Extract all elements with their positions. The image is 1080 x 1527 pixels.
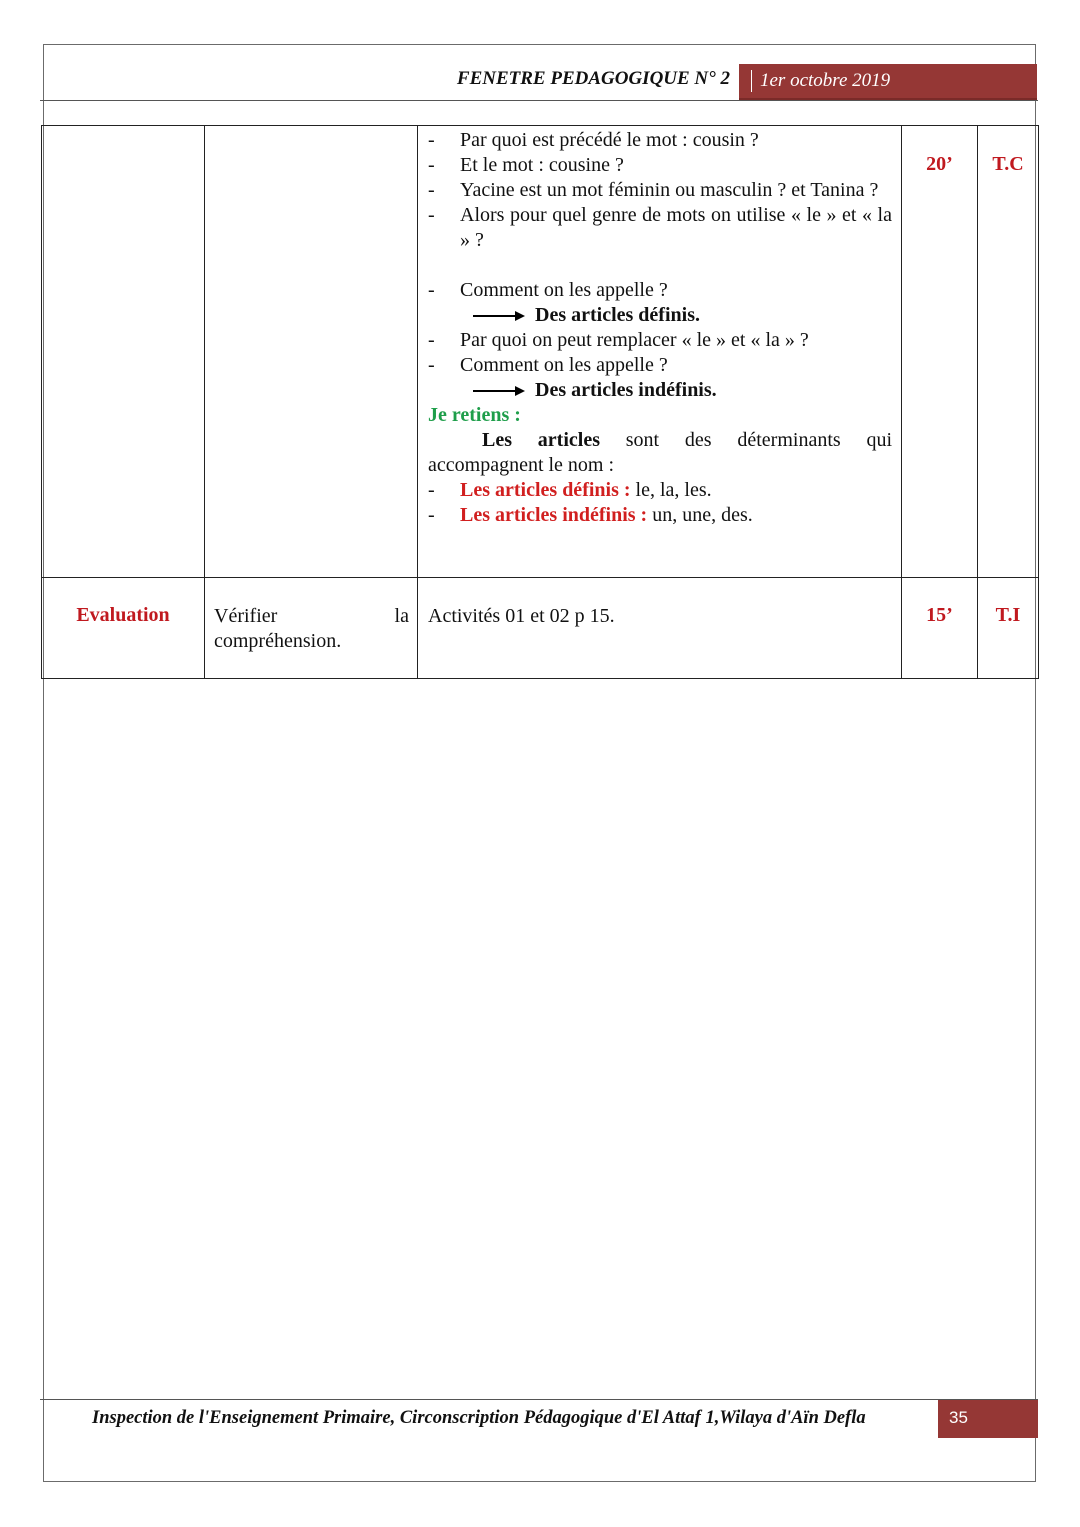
retiens-text: Les articles sont des déterminants qui accompagnent le nom : [428, 429, 893, 476]
list-item: - Comment on les appelle ? [428, 279, 668, 301]
page-number: 35 [949, 1408, 968, 1427]
list-item: - Les articles indéfinis : un, une, des. [428, 504, 753, 526]
header-date: 1er octobre 2019 [751, 70, 890, 92]
list-item: - Par quoi on peut remplacer « le » et « la » ? [428, 329, 809, 351]
footer-text: Inspection de l'Enseignement Primaire, Circonscription Pédagogique d'El Attaf 1,Wilaya d'Aïn Defla [92, 1408, 866, 1428]
arrow-right-icon [473, 310, 525, 322]
phase-cell: Evaluation [42, 578, 205, 679]
header-date-box [739, 64, 1037, 100]
phase-cell [42, 126, 205, 578]
list-item: - Comment on les appelle ? [428, 354, 668, 376]
list-item: - Par quoi est précédé le mot : cousin ? [428, 129, 759, 151]
arrow-right-icon [473, 385, 525, 397]
retiens-heading: Je retiens : [428, 404, 521, 426]
list-item: - Et le mot : cousine ? [428, 154, 624, 176]
answer-line: Des articles définis. [428, 303, 892, 328]
list-item: - Alors pour quel genre de mots on utilise « le » et « la » ? [428, 204, 892, 251]
time-cell: 20’ [902, 126, 978, 578]
header-divider [40, 100, 1038, 101]
table-row [42, 578, 1039, 679]
objective-cell [205, 126, 418, 578]
mode-cell: T.I [978, 578, 1039, 679]
lesson-table [41, 125, 1039, 679]
mode-cell: T.C [978, 126, 1039, 578]
table-row [42, 126, 1039, 578]
time-cell: 15’ [902, 578, 978, 679]
activity-cell: Activités 01 et 02 p 15. [418, 578, 902, 679]
list-item: - Yacine est un mot féminin ou masculin ? et Tanina ? [428, 179, 879, 201]
answer-line: Des articles indéfinis. [428, 378, 892, 403]
header-title: FENETRE PEDAGOGIQUE N° 2 [456, 68, 730, 89]
page-number-box [938, 1400, 1038, 1438]
footer-divider [40, 1399, 1038, 1400]
objective-cell: Vérifier la compréhension. [205, 578, 418, 679]
activity-cell [418, 126, 902, 578]
list-item: - Les articles définis : le, la, les. [428, 479, 712, 501]
